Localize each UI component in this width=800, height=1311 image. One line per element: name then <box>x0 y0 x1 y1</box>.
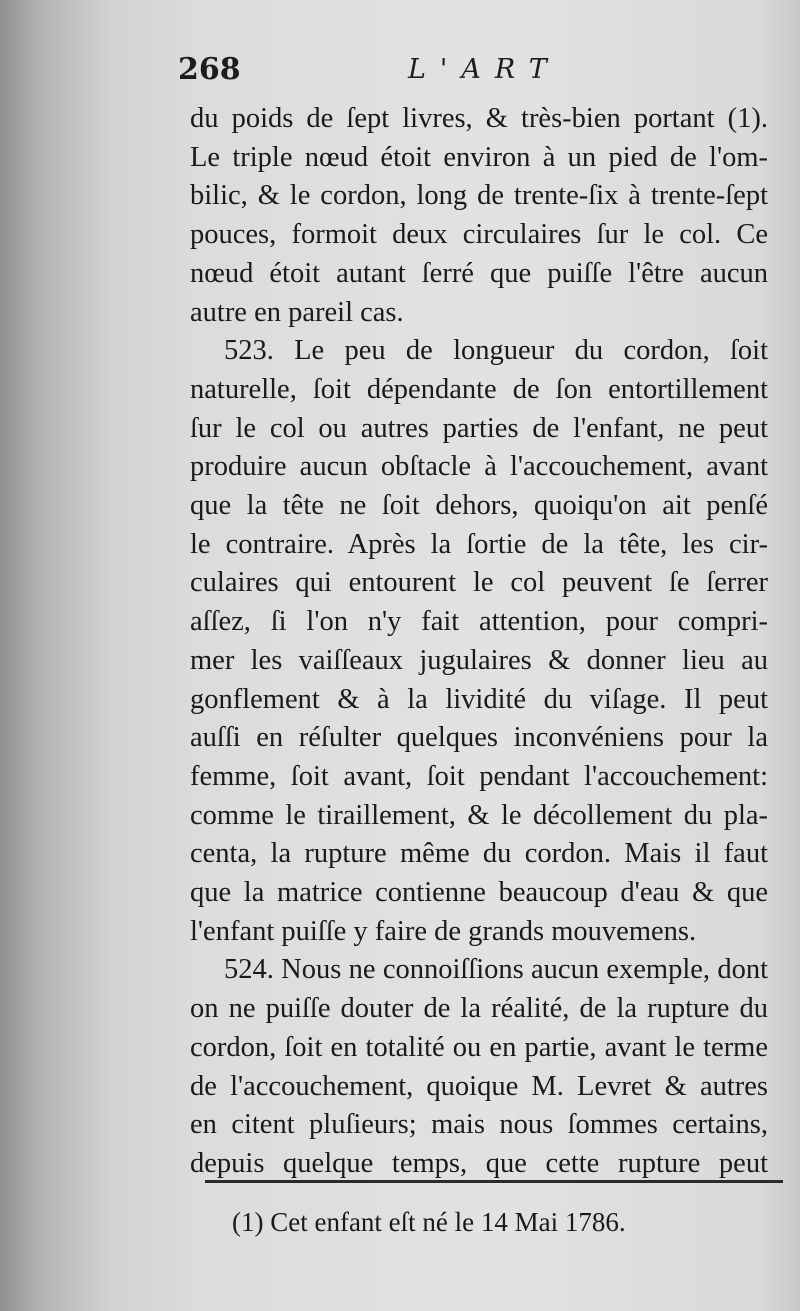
text-line: naturelle, ſoit dépendante de ſon entortillement <box>190 373 768 405</box>
page-number: 268 <box>178 52 241 87</box>
text-line: centa, la rupture même du cordon. Mais il faut <box>190 838 768 870</box>
text-line: Le triple nœud étoit environ à un pied de l'om- <box>190 141 768 173</box>
text-line: mer les vaiſſeaux jugulaires & donner lieu au <box>190 644 768 676</box>
text-line: l'enfant puiſſe y faire de grands mouvemens. <box>190 915 697 947</box>
text-line: culaires qui entourent le col peuvent ſe ſerrer <box>190 567 768 599</box>
paragraph-523 <box>190 332 768 951</box>
text-line: que la matrice contienne beaucoup d'eau & que <box>190 877 768 909</box>
text-line: du poids de ſept livres, & très-bien portant (1). <box>190 103 768 134</box>
text-line: 524. Nous ne connoiſſions aucun exemple, dont <box>224 954 768 986</box>
footnote-divider <box>205 1180 783 1183</box>
text-line: produire aucun obſtacle à l'accouchement, avant <box>190 451 768 483</box>
text-line: depuis quelque temps, que cette rupture peut <box>190 1147 768 1179</box>
text-line: ſur le col ou autres parties de l'enfant, ne peut <box>190 412 768 444</box>
text-line: on ne puiſſe douter de la réalité, de la rupture du <box>190 993 768 1025</box>
text-line: pouces, formoit deux circulaires ſur le col. Ce <box>190 219 768 251</box>
text-line: bilic, & le cordon, long de trente-ſix à trente-ſept <box>190 180 768 212</box>
text-line: cordon, ſoit en totalité ou en partie, avant le terme <box>190 1031 768 1063</box>
text-line: nœud étoit autant ſerré que puiſſe l'être aucun <box>190 257 768 289</box>
paragraph-524 <box>190 951 768 1183</box>
text-line: gonflement & à la lividité du viſage. Il peut <box>190 683 768 715</box>
text-line: de l'accouchement, quoique M. Levret & autres <box>190 1070 768 1102</box>
text-line: le contraire. Après la ſortie de la tête, les cir- <box>190 528 768 560</box>
page-header <box>178 52 758 94</box>
text-line: autre en pareil cas. <box>190 296 404 328</box>
text-line: que la tête ne ſoit dehors, quoiqu'on ait penſé <box>190 490 768 522</box>
running-title: L'ART <box>408 54 561 85</box>
footnote: (1) Cet enfant eſt né le 14 Mai 1786. <box>232 1207 626 1237</box>
text-line: en citent pluſieurs; mais nous ſommes certains, <box>190 1109 768 1141</box>
body-text <box>190 100 768 1184</box>
text-line: auſſi en réſulter quelques inconvéniens pour la <box>190 722 768 754</box>
text-line: aſſez, ſi l'on n'y fait attention, pour compri- <box>190 606 768 638</box>
paragraph-continuation <box>190 100 768 332</box>
text-line: 523. Le peu de longueur du cordon, ſoit <box>224 335 768 367</box>
text-line: femme, ſoit avant, ſoit pendant l'accouchement: <box>190 760 768 792</box>
text-line: comme le tiraillement, & le décollement du pla- <box>190 799 768 831</box>
